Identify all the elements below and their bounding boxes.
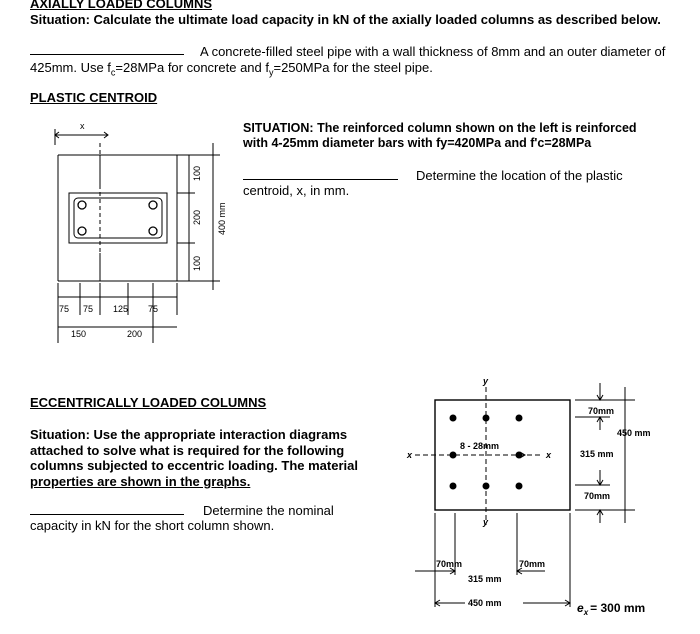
- dim-75a: 75: [59, 304, 70, 314]
- rebar: [483, 483, 490, 490]
- dim-75b: 75: [83, 304, 94, 314]
- dim-70-bot: 70mm: [584, 491, 611, 501]
- dim-125: 125: [113, 304, 129, 314]
- eccentric-column-figure: [395, 375, 695, 630]
- rebar: [78, 201, 86, 209]
- eccentric-heading: ECCENTRICALLY LOADED COLUMNS: [30, 395, 267, 410]
- rebar: [149, 227, 157, 235]
- plastic-situation-line1: SITUATION: The reinforced column shown on the left is reinforced: [243, 121, 637, 135]
- y-label-bottom: y: [483, 517, 489, 527]
- dim-75c: 75: [148, 304, 159, 314]
- rebar: [516, 452, 523, 459]
- dim-70-top: 70mm: [588, 406, 615, 416]
- dim-70-botleft: 70mm: [436, 559, 463, 569]
- plastic-centroid-heading: PLASTIC CENTROID: [30, 90, 158, 105]
- dim-200: 200: [127, 329, 143, 339]
- dim-315-right: 315 mm: [580, 449, 614, 459]
- plastic-task-line1: Determine the location of the plastic: [416, 168, 623, 183]
- rebar: [450, 452, 457, 459]
- rebar: [450, 483, 457, 490]
- eccentric-task-line1: Determine the nominal: [203, 503, 334, 518]
- rebar: [516, 415, 523, 422]
- plastic-centroid-figure: [45, 115, 240, 345]
- dim-400: 400 mm: [217, 202, 227, 235]
- plastic-situation-line2: with 4-25mm diameter bars with fy=420MPa and f'c=28MPa: [243, 136, 592, 150]
- dim-100a: 100: [192, 165, 202, 181]
- situation-axial: Situation: Calculate the ultimate load capacity in kN of the axially loaded columns as described below.: [30, 12, 661, 27]
- eccentricity-label: $e_x = 300$ mm: [577, 601, 646, 617]
- bars-label: 8 - 28mm: [460, 441, 500, 451]
- eccentric-situation: Situation: Use the appropriate interaction diagrams attached to solve what is required for the following columns subjected to eccentric loading. The material properties are shown in the graphs.: [30, 427, 358, 489]
- x-label-left: x: [407, 450, 413, 460]
- answer-blank-1[interactable]: [30, 54, 184, 55]
- eccentric-task-line2: capacity in kN for the short column shown.: [30, 518, 275, 533]
- x-label: x: [80, 121, 85, 131]
- page-title: AXIALLY LOADED COLUMNS: [30, 0, 213, 11]
- dim-100b: 100: [192, 255, 202, 271]
- dim-70-botright: 70mm: [519, 559, 546, 569]
- section-outline: [58, 155, 177, 281]
- dim-450-right: 450 mm: [617, 428, 651, 438]
- rebar: [483, 415, 490, 422]
- rebar: [149, 201, 157, 209]
- rebar: [78, 227, 86, 235]
- dim-150: 150: [71, 329, 87, 339]
- dim-315-bot: 315 mm: [468, 574, 502, 584]
- dim-200v: 200: [192, 209, 202, 225]
- rebar: [450, 415, 457, 422]
- x-label-right: x: [546, 450, 552, 460]
- rebar: [516, 483, 523, 490]
- dim-450-bot: 450 mm: [468, 598, 502, 608]
- problem1-line1: A concrete-filled steel pipe with a wall thickness of 8mm and an outer diameter of: [200, 44, 666, 59]
- y-label-top: y: [483, 376, 489, 386]
- answer-blank-3[interactable]: [30, 514, 184, 515]
- problem1-line2: 425mm. Use $f_c=28MPa$ for concrete and $f_y=250MPa$ for the steel pipe.: [30, 60, 433, 78]
- plastic-task-line2: centroid, x, in mm.: [243, 183, 350, 198]
- answer-blank-2[interactable]: [243, 179, 398, 180]
